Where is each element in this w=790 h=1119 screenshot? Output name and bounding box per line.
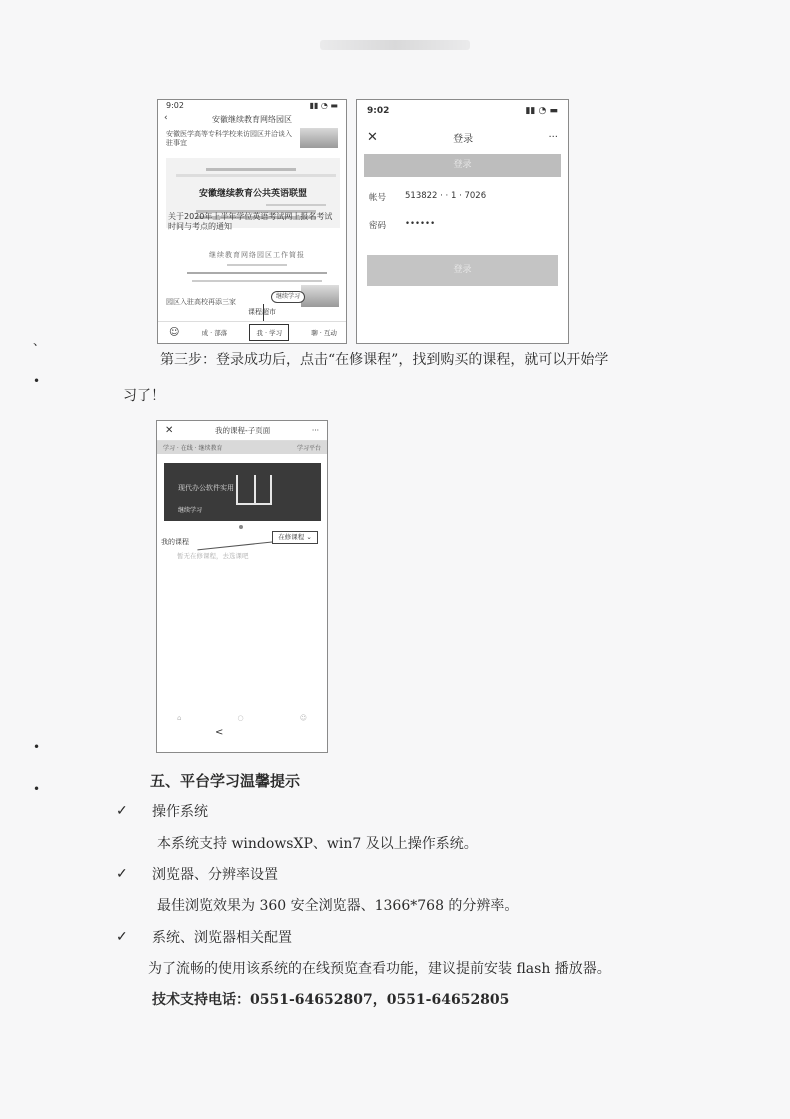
- continue-study-label: 继续学习: [178, 507, 203, 514]
- step3-line2: 习了！: [123, 388, 165, 404]
- close-icon: ✕: [165, 425, 174, 436]
- login-button: 登录: [367, 255, 558, 286]
- password-label: 密码: [369, 221, 387, 231]
- login-header: [357, 126, 568, 148]
- status-bar: [357, 100, 568, 120]
- empty-hint: 暂无在修课程，去选课吧: [177, 552, 249, 560]
- news-thumbnail: [300, 128, 338, 148]
- tip-body: 为了流畅的使用该系统的在线预览查看功能，建议提前安装 flash 播放器。: [148, 961, 611, 977]
- check-icon: ✓: [116, 803, 128, 819]
- banner-title: 安徽继续教育公共英语联盟: [198, 189, 307, 199]
- smile-icon: ☺: [169, 327, 180, 338]
- carousel-dot: [239, 525, 243, 529]
- news-item: 安徽医学高等专科学校来访园区并洽谈入驻事宜: [166, 130, 292, 147]
- chevron-down-icon: ⌄: [306, 533, 312, 541]
- in-progress-callout: [272, 531, 318, 544]
- course-cover: [164, 463, 321, 521]
- more-icon: ···: [311, 426, 319, 435]
- signal-icon: ▮▮ ◔ ▬: [309, 101, 338, 110]
- account-label: 帐号: [369, 193, 387, 203]
- section-title: 五、平台学习温馨提示: [150, 772, 301, 790]
- tip-body: 本系统支持 windowsXP、win7 及以上操作系统。: [157, 836, 478, 852]
- circle-icon: ○: [237, 714, 244, 722]
- doc-title: 继续教育网络园区工作简报: [209, 251, 305, 259]
- status-time: 9:02: [367, 106, 390, 116]
- status-bar: [158, 100, 346, 112]
- tip-title: 浏览器、分辨率设置: [152, 867, 278, 883]
- bullet-mark: •: [33, 782, 41, 796]
- portal-title: 安徽继续教育网络园区: [212, 115, 292, 124]
- course-market-label: 课程超市: [248, 308, 276, 316]
- nav-item-active: 我 · 学习: [249, 324, 289, 341]
- login-screenshot: [356, 99, 569, 344]
- continue-study-callout: 继续学习: [271, 291, 305, 303]
- close-icon: ✕: [367, 129, 378, 145]
- signal-icon: ▮▮ ◔ ▬: [525, 106, 558, 116]
- top-login-button: 登录: [364, 154, 561, 177]
- my-courses-label: 我的课程: [161, 538, 189, 546]
- bullet-mark: •: [33, 740, 41, 754]
- check-icon: ✓: [116, 929, 128, 945]
- password-row: [357, 219, 568, 231]
- tip-title: 系统、浏览器相关配置: [152, 930, 292, 946]
- nav-item: 成 · 部落: [201, 329, 228, 337]
- account-row: [357, 191, 568, 203]
- briefing-doc: [182, 250, 332, 280]
- check-icon: ✓: [116, 866, 128, 882]
- news-item: 关于2020年上半年学位英语考试网上报名考试时间与考点的通知: [168, 212, 333, 231]
- tip-title: 操作系统: [152, 804, 208, 820]
- faint-page-header: [320, 40, 470, 50]
- my-courses-screenshot: [156, 420, 328, 753]
- step3-line1: 第三步：登录成功后，点击“在修课程”，找到购买的课程，就可以开始学: [160, 352, 609, 368]
- tab-left: 学习 · 在线 · 继续教育: [163, 445, 223, 452]
- arrow-line: [197, 541, 277, 550]
- news-thumbnail: [301, 285, 339, 307]
- home-icon: ⌂: [177, 714, 182, 722]
- account-value: 513822 · · 1 · 7026: [405, 191, 487, 201]
- courses-title: 我的课程-子页面: [215, 426, 271, 435]
- cover-title: 现代办公软件实用: [178, 484, 234, 492]
- news-item: 园区入驻高校再添三家: [166, 298, 236, 306]
- back-icon: <: [215, 727, 224, 738]
- user-icon: ☺: [299, 714, 307, 722]
- support-phone: 技术支持电话：0551-64652807，0551-64652805: [152, 992, 510, 1008]
- bullet-mark: •: [33, 374, 41, 388]
- more-icon: ···: [548, 131, 558, 143]
- tip-body: 最佳浏览效果为 360 安全浏览器、1366*768 的分辨率。: [157, 898, 519, 914]
- status-time: 9:02: [166, 101, 184, 110]
- login-title: 登录: [453, 133, 474, 145]
- book-icon: [236, 475, 272, 505]
- portal-home-screenshot: [157, 99, 347, 344]
- tab-right: 学习平台: [296, 445, 321, 452]
- back-icon: ‹: [164, 113, 168, 123]
- in-progress-label: 在修课程: [278, 533, 305, 541]
- bullet-mark: 、: [33, 334, 46, 348]
- nav-item: 聊 · 互动: [311, 329, 337, 337]
- bottom-nav: [158, 321, 347, 343]
- bottom-icons: [177, 714, 307, 722]
- password-value: ••••••: [405, 219, 436, 229]
- course-tabs: [157, 441, 327, 454]
- courses-header: [157, 421, 327, 441]
